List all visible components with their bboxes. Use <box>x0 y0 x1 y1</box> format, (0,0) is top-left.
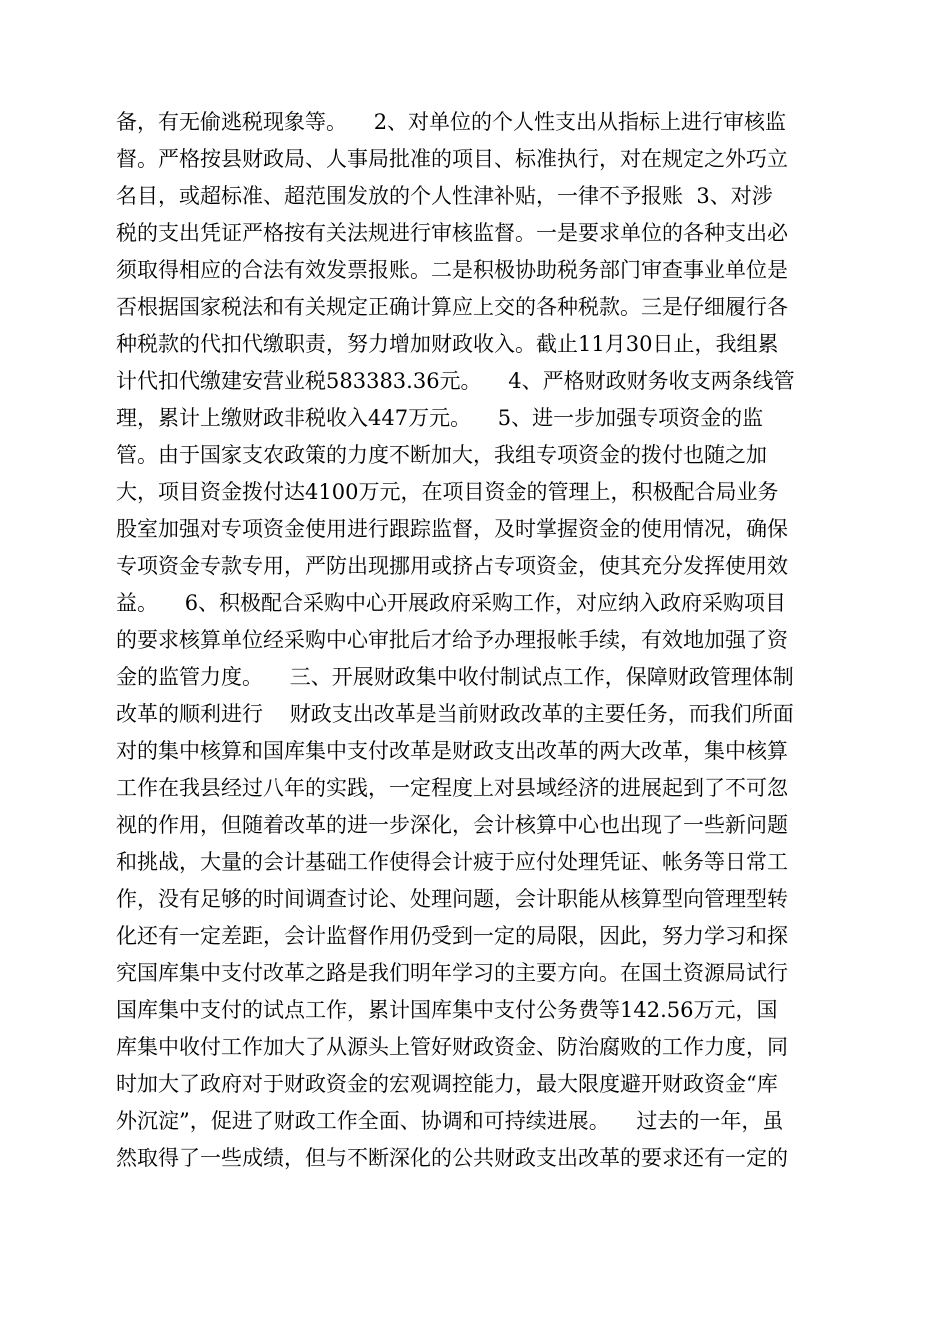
text-line-16: 金的监管力度。 三、开展财政集中收付制试点工作，保障财政管理体制 <box>116 665 794 689</box>
text-line-24: 究国库集中支付改革之路是我们明年学习的主要方向。在国土资源局试行 <box>116 961 788 985</box>
text-line-3: 名目，或超标准、超范围发放的个人性津补贴，一律不予报账 3、对涉 <box>116 184 773 208</box>
text-line-27: 时加大了政府对于财政资金的宏观调控能力，最大限度避开财政资金“库 <box>116 1072 778 1096</box>
text-line-9: 理，累计上缴财政非税收入447万元。 5、进一步加强专项资金的监 <box>116 406 764 430</box>
text-line-28: 外沉淀”，促进了财政工作全面、协调和可持续进展。 过去的一年，虽 <box>116 1109 784 1133</box>
text-line-23: 化还有一定差距，会计监督作用仍受到一定的局限，因此，努力学习和探 <box>116 924 788 948</box>
text-line-20: 视的作用，但随着改革的进一步深化，会计核算中心也出现了一些新问题 <box>116 813 788 837</box>
text-line-22: 作，没有足够的时间调查讨论、处理问题，会计职能从核算型向管理型转 <box>116 887 788 911</box>
text-line-29: 然取得了一些成绩，但与不断深化的公共财政支出改革的要求还有一定的 <box>116 1146 788 1170</box>
text-line-6: 否根据国家税法和有关规定正确计算应上交的各种税款。三是仔细履行各 <box>116 295 788 319</box>
text-line-26: 库集中收付工作加大了从源头上管好财政资金、防治腐败的工作力度，同 <box>116 1035 788 1059</box>
text-line-11: 大，项目资金拨付达4100万元，在项目资金的管理上，积极配合局业务 <box>116 480 779 504</box>
text-line-15: 的要求核算单位经采购中心审批后才给予办理报帐手续，有效地加强了资 <box>116 628 788 652</box>
body-text <box>116 104 836 1177</box>
text-line-8: 计代扣代缴建安营业税583383.36元。 4、严格财政财务收支两条线管 <box>116 369 795 393</box>
text-line-2: 督。严格按县财政局、人事局批准的项目、标准执行，对在规定之外巧立 <box>116 147 788 171</box>
text-line-12: 股室加强对专项资金使用进行跟踪监督，及时掌握资金的使用情况，确保 <box>116 517 788 541</box>
text-line-1: 备，有无偷逃税现象等。 2、对单位的个人性支出从指标上进行审核监 <box>116 110 787 134</box>
text-line-17: 改革的顺利进行 财政支出改革是当前财政改革的主要任务，而我们所面 <box>116 702 794 726</box>
text-line-13: 专项资金专款专用，严防出现挪用或挤占专项资金，使其充分发挥使用效 <box>116 554 788 578</box>
text-line-21: 和挑战，大量的会计基础工作使得会计疲于应付处理凭证、帐务等日常工 <box>116 850 788 874</box>
text-line-19: 工作在我县经过八年的实践，一定程度上对县域经济的进展起到了不可忽 <box>116 776 788 800</box>
text-line-4: 税的支出凭证严格按有关法规进行审核监督。一是要求单位的各种支出必 <box>116 221 788 245</box>
text-line-10: 管。由于国家支农政策的力度不断加大，我组专项资金的拨付也随之加 <box>116 443 767 467</box>
text-line-25: 国库集中支付的试点工作，累计国库集中支付公务费等142.56万元，国 <box>116 998 778 1022</box>
text-line-7: 种税款的代扣代缴职责，努力增加财政收入。截止11月30日止，我组累 <box>116 332 779 356</box>
text-line-18: 对的集中核算和国库集中支付改革是财政支出改革的两大改革，集中核算 <box>116 739 788 763</box>
text-line-5: 须取得相应的合法有效发票报账。二是积极协助税务部门审查事业单位是 <box>116 258 788 282</box>
text-line-14: 益。 6、积极配合采购中心开展政府采购工作，对应纳入政府采购项目 <box>116 591 787 615</box>
